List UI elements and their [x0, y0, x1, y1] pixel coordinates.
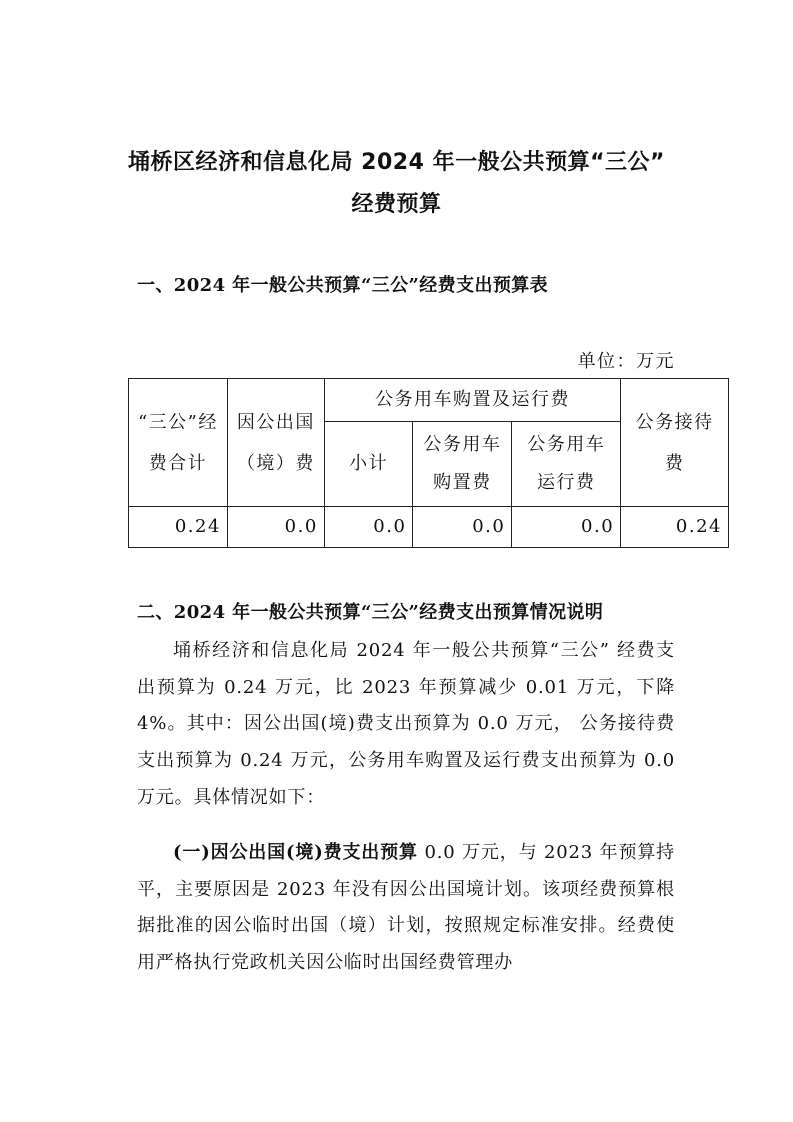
table-row	[129, 507, 729, 548]
paragraph-abroad-lead: (一)因公出国(境)费支出预算	[173, 842, 418, 863]
header-vehicle-operation-cell	[512, 422, 621, 507]
document-title-line2: 经费预算	[351, 192, 442, 217]
unit-label: 单位：万元	[577, 351, 675, 372]
header-vehicle-operation: 公务用车运行费	[527, 433, 606, 493]
header-vehicle-group: 公务用车购置及运行费	[324, 379, 620, 422]
header-total: “三公”经费合计	[137, 411, 218, 474]
header-reception: 公务接待费	[635, 411, 714, 474]
header-total-cell	[129, 379, 228, 507]
value-subtotal: 0.0	[324, 507, 413, 548]
header-vehicle-purchase-cell	[413, 422, 512, 507]
header-abroad-cell	[227, 379, 324, 507]
header-abroad: 因公出国（境）费	[236, 411, 315, 474]
paragraph-abroad-body: 0.0 万元，与 2023 年预算持平，主要原因是 2023 年没有因公出国境计划。该项经费预算根据批准的因公临时出国（境）计划，按照规定标准安排。经费使用严格执行党政机关因公临时出国经费管理办	[137, 842, 675, 974]
paragraph-overview: 埇桥经济和信息化局 2024 年一般公共预算“三公” 经费支出预算为 0.24 万元，比 2023 年预算减少 0.01 万元，下降 4%。其中：因公出国(境)费支出预算为 0.0 万元， 公务接待费支出预算为 0.24 万元，公务用车购置及运行费支出预算为 0.0 万元。具体情况如下：	[137, 640, 675, 808]
value-reception: 0.24	[621, 507, 729, 548]
section1-heading: 一、2024 年一般公共预算“三公”经费支出预算表	[137, 275, 549, 296]
header-subtotal: 小计	[324, 422, 413, 507]
value-vehicle-purchase: 0.0	[413, 507, 512, 548]
header-vehicle-purchase: 公务用车购置费	[423, 433, 502, 493]
value-vehicle-operation: 0.0	[512, 507, 621, 548]
paragraph-abroad	[137, 835, 675, 982]
document-title-line1: 埇桥区经济和信息化局 2024 年一般公共预算“三公”	[128, 150, 665, 175]
value-total: 0.24	[129, 507, 228, 548]
header-reception-cell	[621, 379, 729, 507]
table-header-row	[129, 379, 729, 422]
budget-table	[128, 378, 729, 548]
section2-heading: 二、2024 年一般公共预算“三公”经费支出预算情况说明	[137, 602, 604, 623]
value-abroad: 0.0	[227, 507, 324, 548]
